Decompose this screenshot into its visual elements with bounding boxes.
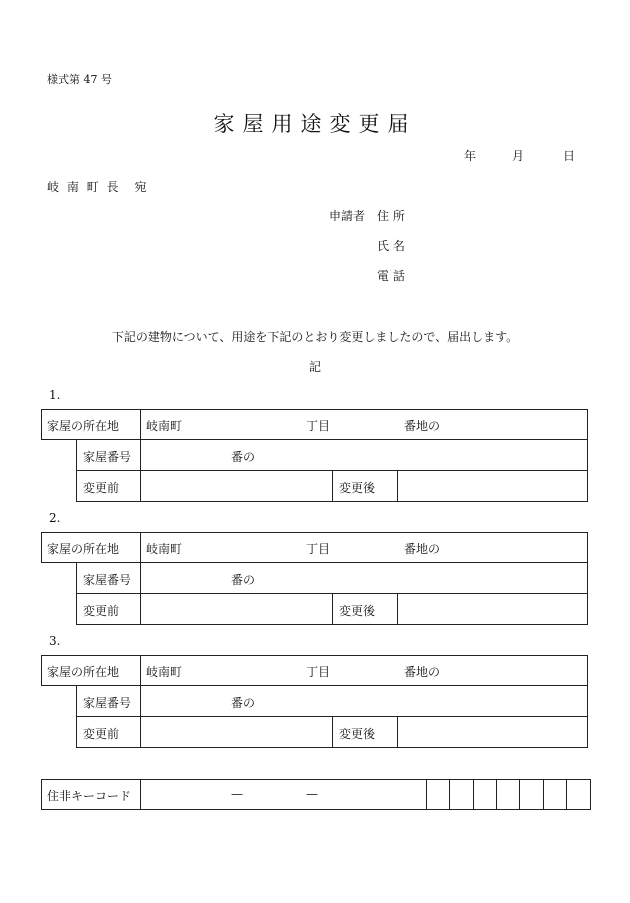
house-number-label: 家屋番号 [83, 696, 132, 710]
key-code-dash: — [231, 787, 243, 801]
town-name: 岐南町 [146, 419, 183, 433]
key-code-dash: — [306, 787, 318, 801]
before-label: 変更前 [83, 604, 120, 618]
statement: 下記の建物について、用途を下記のとおり変更しましたので、届出します。 [111, 330, 519, 344]
ki-heading: 記 [308, 360, 321, 374]
item-number: 2. [49, 511, 61, 525]
ban-label: 番の [231, 696, 256, 710]
applicant-phone-label: 電 話 [377, 269, 405, 283]
location-label: 家屋の所在地 [47, 542, 120, 556]
after-label: 変更後 [339, 727, 376, 741]
location-label: 家屋の所在地 [47, 665, 120, 679]
addressee-name: 岐 南 町 長 [47, 180, 121, 194]
town-name: 岐南町 [146, 542, 183, 556]
document-title: 家屋用途変更届 [213, 112, 417, 136]
addressee-suffix: 宛 [134, 180, 149, 194]
banchi-label: 番地の [404, 665, 441, 679]
chome-label: 丁目 [306, 419, 331, 433]
house-number-label: 家屋番号 [83, 450, 132, 464]
item-block [41, 532, 588, 625]
chome-label: 丁目 [306, 665, 331, 679]
item-block [41, 655, 588, 748]
item-block [41, 409, 588, 502]
location-label: 家屋の所在地 [47, 419, 120, 433]
house-number-label: 家屋番号 [83, 573, 132, 587]
ban-label: 番の [231, 450, 256, 464]
addressee [47, 178, 148, 195]
after-label: 変更後 [339, 481, 376, 495]
ban-label: 番の [231, 573, 256, 587]
applicant-name-label: 氏 名 [377, 239, 405, 253]
date-year: 年 [464, 149, 477, 163]
before-label: 変更前 [83, 481, 120, 495]
before-label: 変更前 [83, 727, 120, 741]
form-number: 様式第 47 号 [47, 73, 112, 86]
banchi-label: 番地の [404, 419, 441, 433]
banchi-label: 番地の [404, 542, 441, 556]
key-code-row [41, 779, 591, 810]
item-number: 3. [49, 634, 61, 648]
applicant-label: 申請者 [329, 209, 366, 223]
applicant-address-label: 住 所 [377, 209, 405, 223]
item-number: 1. [49, 388, 61, 402]
date-day: 日 [563, 149, 576, 163]
after-label: 変更後 [339, 604, 376, 618]
town-name: 岐南町 [146, 665, 183, 679]
key-code-label: 住非キーコード [47, 789, 132, 803]
date-month: 月 [512, 149, 525, 163]
chome-label: 丁目 [306, 542, 331, 556]
